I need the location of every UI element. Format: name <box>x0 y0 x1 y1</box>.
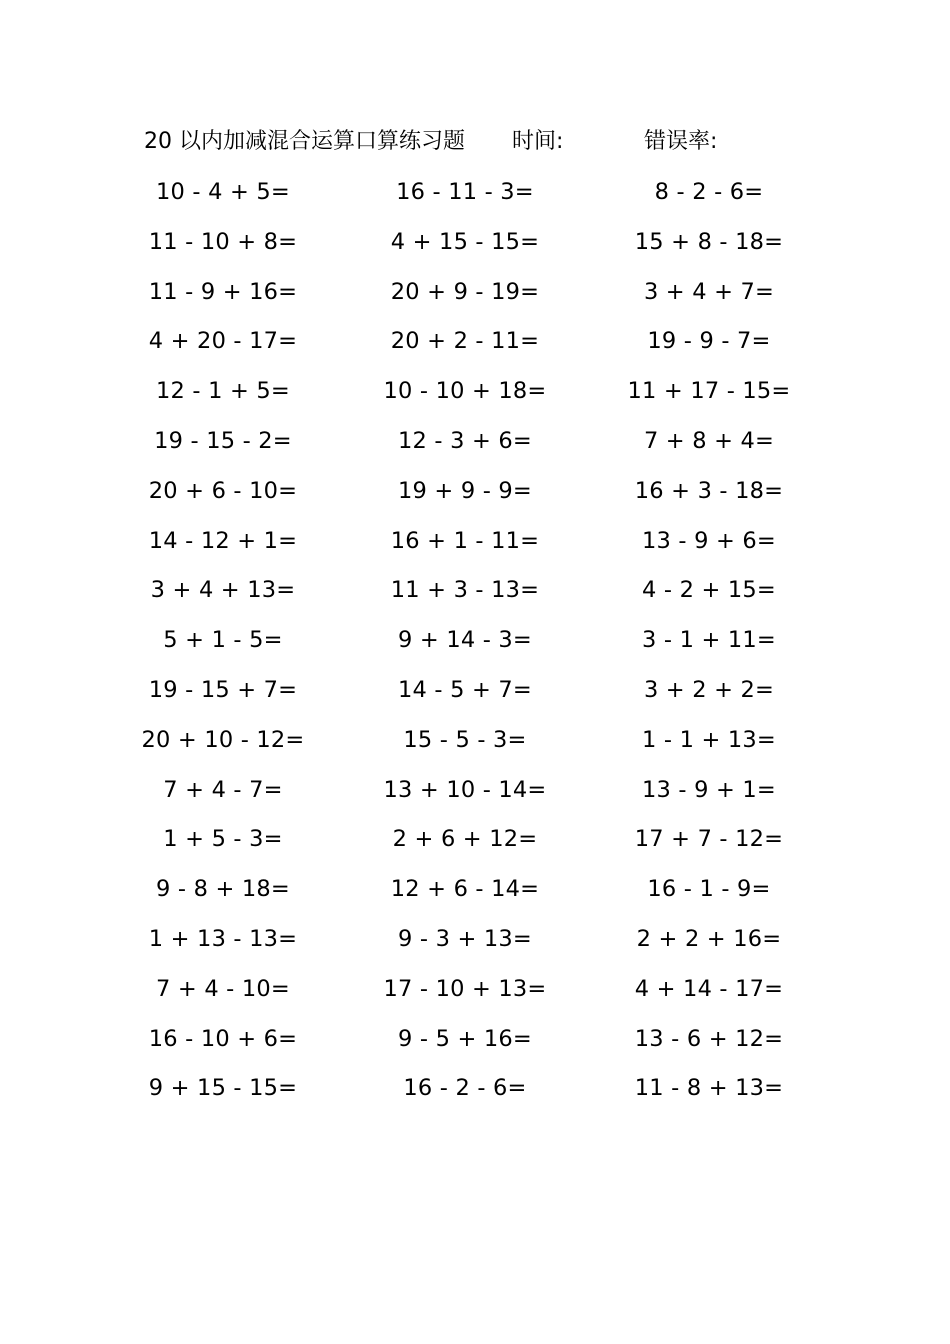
problem: 2 + 2 + 16= <box>636 925 782 952</box>
problem: 11 + 17 - 15= <box>627 378 791 405</box>
problem: 9 + 15 - 15= <box>148 1075 298 1102</box>
problem-row <box>0 770 950 820</box>
problem: 16 - 1 - 9= <box>647 876 771 903</box>
problem: 15 - 5 - 3= <box>403 726 527 753</box>
problem-row <box>0 371 950 421</box>
problem: 19 - 15 + 7= <box>148 676 298 703</box>
problem-row <box>0 919 950 969</box>
problem-row <box>0 421 950 471</box>
problem-row <box>0 1019 950 1069</box>
problem: 20 + 2 - 11= <box>390 328 540 355</box>
problem: 15 + 8 - 18= <box>634 228 784 255</box>
problem: 16 + 3 - 18= <box>634 477 784 504</box>
problem: 10 - 10 + 18= <box>383 378 547 405</box>
problem: 4 + 20 - 17= <box>148 328 298 355</box>
problem: 14 - 12 + 1= <box>148 527 298 554</box>
problem: 12 - 1 + 5= <box>156 378 290 405</box>
problem: 17 + 7 - 12= <box>634 826 784 853</box>
problem: 1 + 13 - 13= <box>148 925 298 952</box>
problem-row <box>0 172 950 222</box>
problem-row <box>0 570 950 620</box>
problem: 12 - 3 + 6= <box>398 427 532 454</box>
problem: 12 + 6 - 14= <box>390 876 540 903</box>
problem: 9 - 5 + 16= <box>398 1025 532 1052</box>
problem: 4 - 2 + 15= <box>642 577 776 604</box>
problem: 13 + 10 - 14= <box>383 776 547 803</box>
problem-row <box>0 222 950 272</box>
problem: 13 - 9 + 6= <box>642 527 776 554</box>
problem-row <box>0 819 950 869</box>
problem: 4 + 14 - 17= <box>634 975 784 1002</box>
problem: 16 - 11 - 3= <box>396 179 534 205</box>
problem: 9 - 8 + 18= <box>156 876 290 903</box>
problem: 16 - 2 - 6= <box>403 1075 527 1102</box>
problem-row <box>0 620 950 670</box>
problem-row <box>0 670 950 720</box>
problem: 9 + 14 - 3= <box>398 627 532 654</box>
problem-row <box>0 869 950 919</box>
problem-row <box>0 321 950 371</box>
problem: 16 - 10 + 6= <box>148 1025 298 1052</box>
problem-row <box>0 471 950 521</box>
problem: 7 + 4 - 7= <box>163 776 283 803</box>
worksheet-title: 20 以内加减混合运算口算练习题 <box>144 129 465 154</box>
problem: 20 + 10 - 12= <box>141 726 305 753</box>
problem-row <box>0 521 950 571</box>
problem: 11 + 3 - 13= <box>390 577 540 604</box>
problem: 11 - 8 + 13= <box>634 1075 784 1102</box>
problem-row <box>0 969 950 1019</box>
problem: 3 + 4 + 7= <box>643 278 775 305</box>
problem: 20 + 9 - 19= <box>390 278 540 305</box>
problem: 9 - 3 + 13= <box>398 925 532 952</box>
problem: 3 + 2 + 2= <box>643 676 775 703</box>
problem: 3 + 4 + 13= <box>150 577 296 604</box>
problem: 11 - 9 + 16= <box>148 278 298 305</box>
problem: 13 - 9 + 1= <box>642 776 776 803</box>
problem: 5 + 1 - 5= <box>163 627 283 654</box>
problem: 2 + 6 + 12= <box>392 826 538 853</box>
problem-row <box>0 272 950 322</box>
problem: 10 - 4 + 5= <box>156 179 290 205</box>
problem: 16 + 1 - 11= <box>390 527 540 554</box>
problem-grid <box>0 172 950 1118</box>
problem: 7 + 4 - 10= <box>156 975 290 1002</box>
problem: 7 + 8 + 4= <box>643 427 775 454</box>
problem: 1 - 1 + 13= <box>642 726 776 753</box>
problem: 4 + 15 - 15= <box>390 228 540 255</box>
problem: 19 - 15 - 2= <box>154 427 292 454</box>
problem: 3 - 1 + 11= <box>642 627 776 654</box>
error-rate-label: 错误率: <box>644 129 718 154</box>
time-label: 时间: <box>512 129 564 154</box>
problem: 20 + 6 - 10= <box>148 477 298 504</box>
problem: 11 - 10 + 8= <box>148 228 298 255</box>
problem: 13 - 6 + 12= <box>634 1025 784 1052</box>
problem: 17 - 10 + 13= <box>383 975 547 1002</box>
problem-row <box>0 720 950 770</box>
problem: 19 - 9 - 7= <box>647 328 771 355</box>
problem: 8 - 2 - 6= <box>654 179 764 205</box>
problem: 1 + 5 - 3= <box>163 826 283 853</box>
problem: 14 - 5 + 7= <box>398 676 532 703</box>
problem-row <box>0 1068 950 1118</box>
problem: 19 + 9 - 9= <box>398 477 532 504</box>
